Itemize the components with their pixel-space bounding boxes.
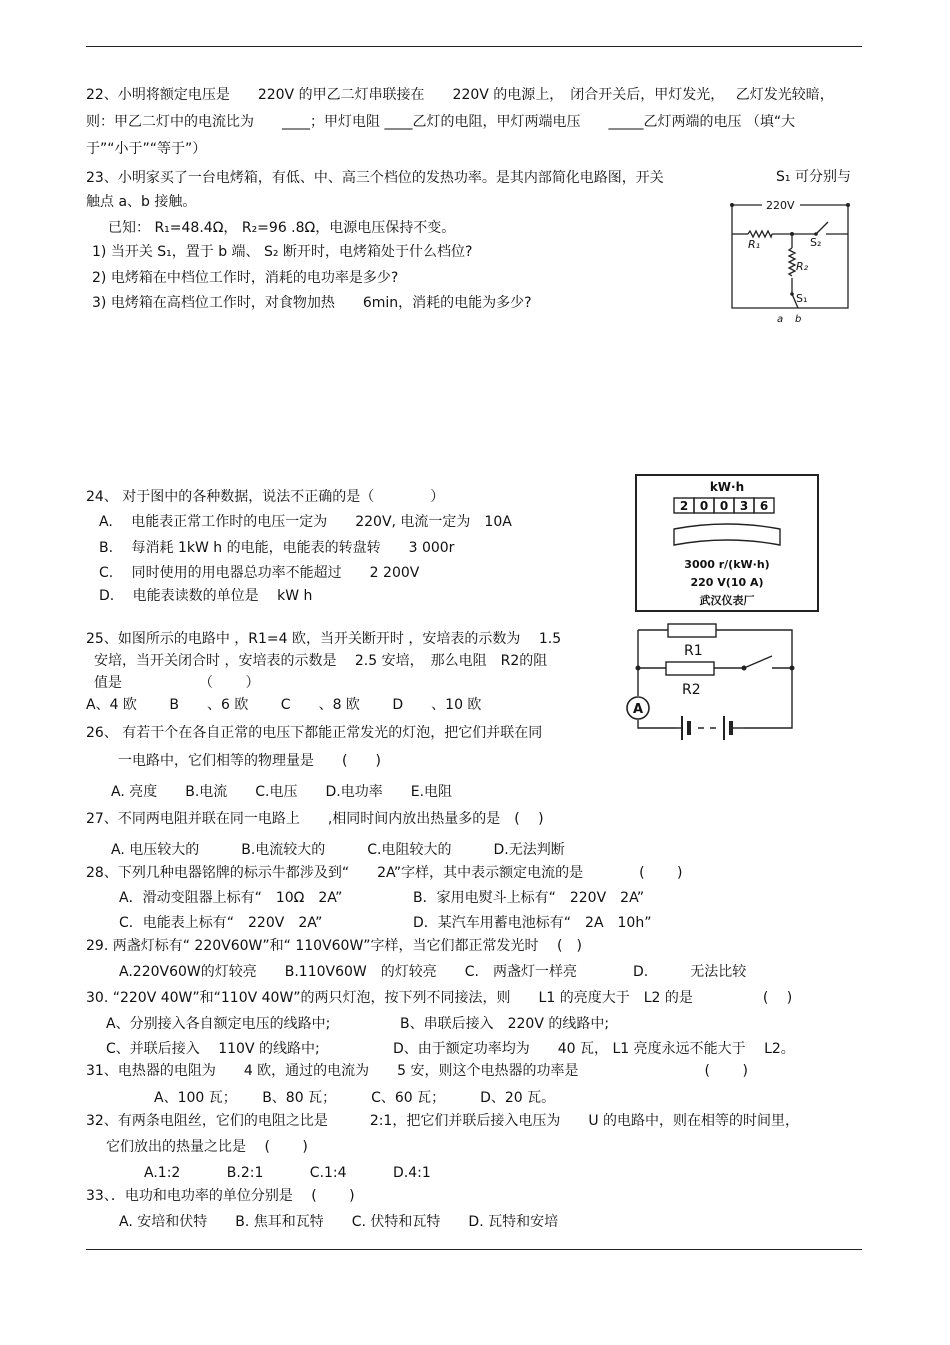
top-rule <box>86 46 862 47</box>
q22-line-3: 于”“小于”“等于”） <box>86 141 207 157</box>
q23-line-3: 已知： R₁=48.4Ω， R₂=96 .8Ω，电源电压保持不变。 <box>108 220 456 236</box>
q26-options: A. 亮度 B.电流 C.电压 D.电功率 E.电阻 <box>111 784 453 800</box>
q23-line-4: 1) 当开关 S₁，置于 b 端、 S₂ 断开时，电烤箱处于什么档位? <box>92 244 473 260</box>
q33-stem: 33、．电功和电功率的单位分别是 ( ) <box>86 1188 355 1204</box>
q29-options: A.220V60W的灯较亮 B.110V60W 的灯较亮 C. 两盏灯一样亮 D. 无法比较 <box>119 964 747 980</box>
oven-voltage-label: 220V <box>766 199 795 212</box>
q23-line-2: 触点 a、b 接触。 <box>86 194 197 210</box>
ammeter-label: A <box>632 702 644 717</box>
oven-circuit-svg <box>722 190 852 330</box>
q32-options: A.1:2 B.2:1 C.1:4 D.4:1 <box>144 1165 431 1181</box>
q23-line-1b: S₁ 可分别与 <box>776 169 851 185</box>
q30-option-b: B、串联后接入 220V 的线路中; <box>400 1016 610 1032</box>
q32-line-1: 32、有两条电阻丝，它们的电阻之比是 2:1，把它们并联后接入电压为 U 的电路中，则在相等的时间里， <box>86 1113 800 1129</box>
oven-circuit-diagram <box>722 190 852 330</box>
q28-option-c: C．电能表上标有“ 220V 2A” <box>119 915 323 931</box>
q29-stem: 29. 两盏灯标有“ 220V60W”和“ 110V60W”字样，当它们都正常发光时 ( ) <box>86 938 582 954</box>
meter-svg <box>634 473 821 613</box>
r2-zigzag <box>789 248 795 276</box>
q32-line-2: 它们放出的热量之比是 ( ) <box>106 1139 308 1155</box>
r1-zigzag <box>748 231 772 237</box>
meter-digit: 0 <box>699 499 709 513</box>
resistor-circuit-svg <box>626 620 802 750</box>
r2-resistor <box>666 662 714 675</box>
q31-stem: 31、电热器的电阻为 4 欧，通过的电流为 5 安，则这个电热器的功率是 ( ) <box>86 1063 748 1079</box>
r1-label: R₁ <box>748 238 761 251</box>
q28-option-d: D．某汽车用蓄电池标有“ 2A 10h” <box>413 915 652 931</box>
contact-a-label: a <box>777 314 784 325</box>
q24-option-d: D. 电能表读数的单位是 kW h <box>99 588 313 604</box>
q28-stem: 28、下列几种电器铭牌的标示牛都涉及到“ 2A”字样，其中表示额定电流的是 ( ) <box>86 865 683 881</box>
q25-line-1: 25、如图所示的电路中 ，R1=4 欧，当开关断开时 ，安培表的示数为 1.5 <box>86 631 562 647</box>
meter-rating: 220 V(10 A) <box>690 576 764 589</box>
meter-dial-window <box>674 524 780 545</box>
meter-digit: 6 <box>759 499 769 513</box>
battery-symbol <box>676 716 744 740</box>
q30-stem: 30. “220V 40W”和“110V 40W”的两只灯泡，按下列不同接法，则 L1 的亮度大于 L2 的是 ( ) <box>86 990 793 1006</box>
bottom-rule <box>86 1249 862 1250</box>
r1-circuit-label: R1 <box>684 643 703 659</box>
q26-line-2: 一电路中，它们相等的物理量是 ( ) <box>118 753 381 769</box>
q30-option-a: A、分别接入各自额定电压的线路中; <box>106 1016 331 1032</box>
q24-stem: 24、 对于图中的各种数据，说法不正确的是（ ） <box>86 489 445 505</box>
q24-option-a: A. 电能表正常工作时的电压一定为 220V, 电流一定为 10A <box>99 514 512 530</box>
q22-line-1: 22、小明将额定电压是 220V 的甲乙二灯串联接在 220V 的电源上， 闭合开关后，甲灯发光， 乙灯发光较暗， <box>86 87 834 103</box>
meter-digit: 2 <box>679 499 689 513</box>
q28-option-b: B．家用电熨斗上标有“ 220V 2A” <box>413 890 645 906</box>
q23-line-6: 3) 电烤箱在高档位工作时，对食物加热 6min，消耗的电能为多少? <box>92 295 532 311</box>
meter-digit: 3 <box>739 499 749 513</box>
meter-maker: 武汉仪表厂 <box>699 594 755 607</box>
contact-b-label: b <box>795 314 802 325</box>
q25-line-2: 安培，当开关闭合时 ，安培表的示数是 2.5 安培， 那么电阻 R2的阻 <box>94 653 548 669</box>
s2-label: S₂ <box>810 236 822 249</box>
q23-line-5: 2) 电烤箱在中档位工作时，消耗的电功率是多少? <box>92 270 399 286</box>
q33-options: A. 安培和伏特 B. 焦耳和瓦特 C. 伏特和瓦特 D. 瓦特和安培 <box>119 1214 559 1230</box>
q25-line-3: 值是 （ ） <box>94 675 260 691</box>
q25-options: A、4 欧 B 、6 欧 C 、8 欧 D 、10 欧 <box>86 697 482 713</box>
q28-option-a: A．滑动变阻器上标有“ 10Ω 2A” <box>119 890 343 906</box>
s1-label: S₁ <box>796 292 808 305</box>
r1-resistor <box>668 624 716 637</box>
q22-line-2: 则：甲乙二灯中的电流比为 ____；甲灯电阻 ____乙灯的电阻，甲灯两端电压 _____乙灯两端的电压 （填“大 <box>86 114 796 130</box>
q23-line-1: 23、小明家买了一台电烤箱，有低、中、高三个档位的发热功率。是其内部简化电路图，开关 <box>86 170 664 186</box>
electric-meter-figure <box>634 473 821 613</box>
q30-option-c: C、并联后接入 110V 的线路中; <box>106 1041 320 1057</box>
q24-option-b: B. 每消耗 1kW h 的电能，电能表的转盘转 3 000r <box>99 540 455 556</box>
q27-options: A. 电压较大的 B.电流较大的 C.电阻较大的 D.无法判断 <box>111 842 565 858</box>
q26-line-1: 26、 有若干个在各自正常的电压下都能正常发光的灯泡，把它们并联在同 <box>86 725 543 741</box>
resistor-circuit-figure <box>626 620 802 750</box>
meter-unit: kW·h <box>709 480 745 494</box>
q31-options: A、100 瓦； B、80 瓦； C、60 瓦； D、20 瓦。 <box>154 1090 556 1106</box>
q30-option-d: D、由于额定功率均为 40 瓦， L1 亮度永远不能大于 L2。 <box>393 1041 795 1057</box>
r2-circuit-label: R2 <box>682 682 701 698</box>
q27-stem: 27、不同两电阻并联在同一电路上 ,相同时间内放出热量多的是 ( ) <box>86 811 544 827</box>
meter-digit: 0 <box>719 499 729 513</box>
q24-option-c: C. 同时使用的用电器总功率不能超过 2 200V <box>99 565 420 581</box>
r2-label: R₂ <box>796 260 809 273</box>
meter-revolutions: 3000 r/(kW·h) <box>684 558 770 571</box>
